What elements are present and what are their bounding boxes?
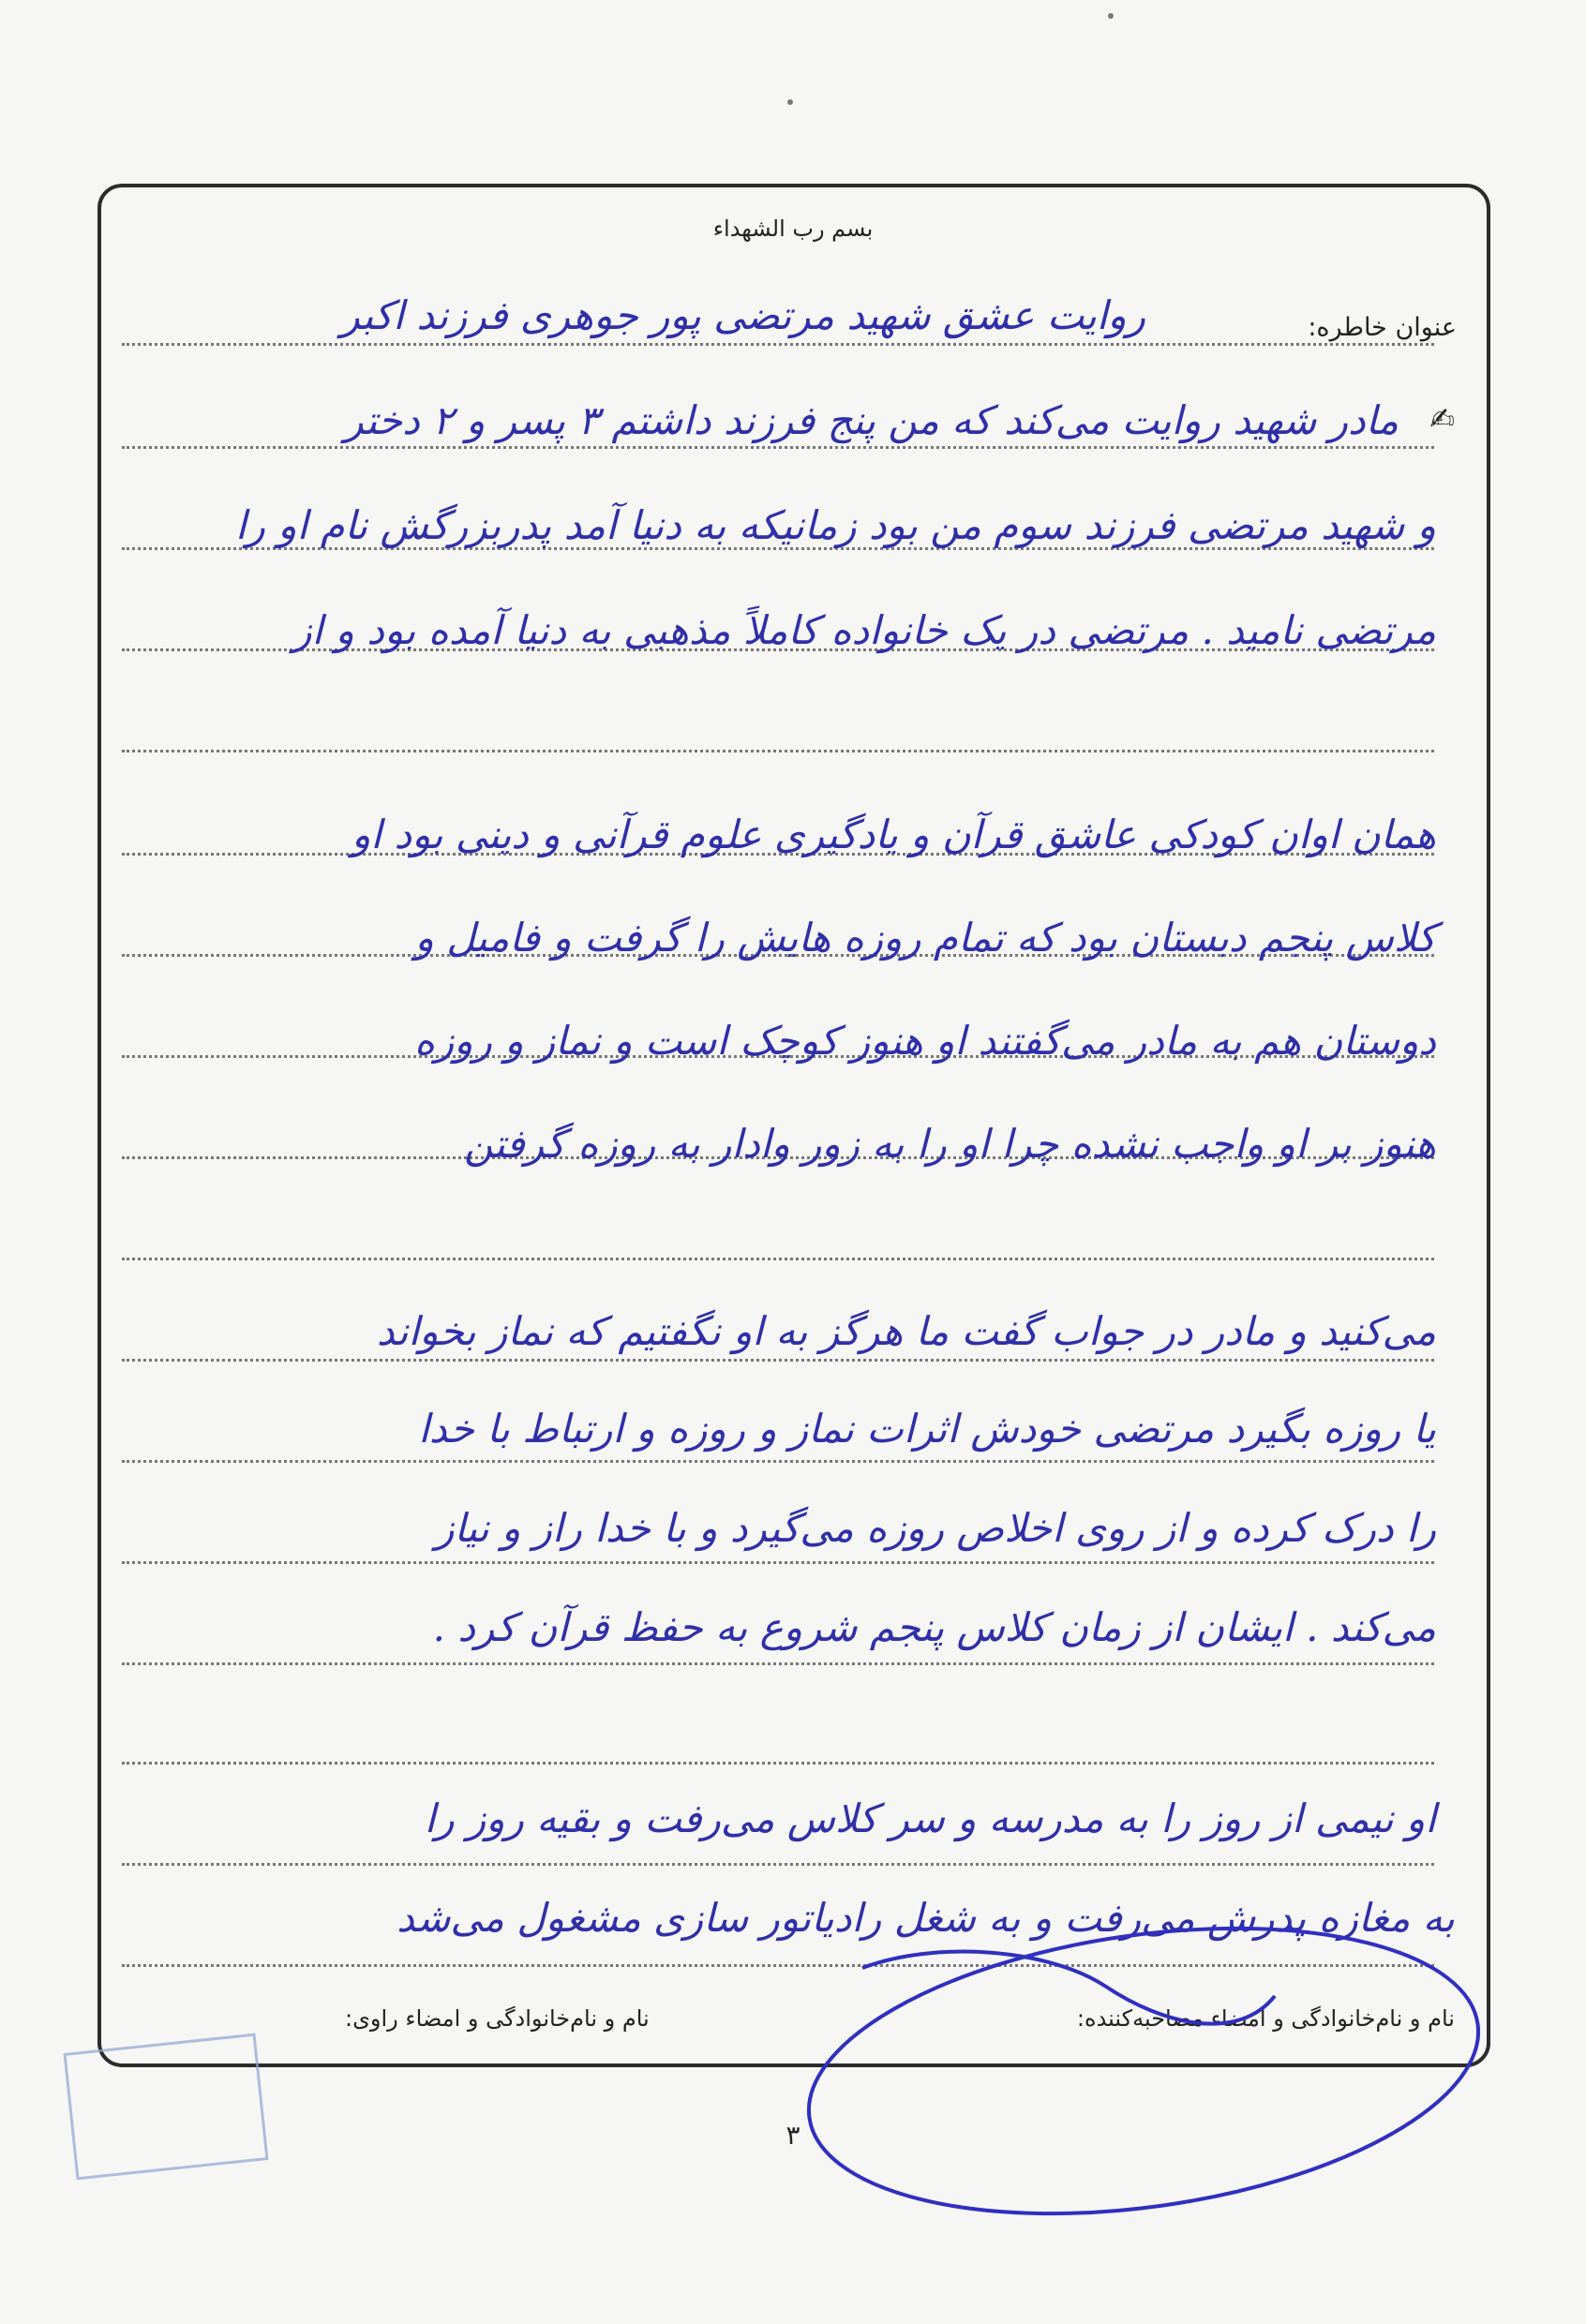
memoir-title: روایت عشق شهید مرتضی پور جوهری فرزند اکبر bbox=[340, 292, 1145, 338]
ruled-line bbox=[122, 1359, 1434, 1362]
memoir-line: همان اوان کودکی عاشق قرآن و یادگیری علوم قرآنی و دینی بود او bbox=[352, 812, 1436, 857]
punch-hole bbox=[1108, 13, 1114, 19]
punch-hole bbox=[787, 99, 793, 105]
memoir-line: مرتضی نامید . مرتضی در یک خانواده کاملاً مذهبی به دنیا آمده بود و از bbox=[292, 607, 1436, 653]
ruled-line bbox=[122, 750, 1434, 752]
narrator-signature-label: نام و نام‌خانوادگی و امضاء راوی: bbox=[345, 2005, 650, 2032]
pencil-icon: ✍ bbox=[1429, 401, 1455, 437]
page-number: ۳ bbox=[786, 2120, 800, 2151]
signature-scribble bbox=[750, 1912, 1519, 2230]
memoir-title-label: عنوان خاطره: bbox=[1308, 313, 1457, 342]
memoir-line: می‌کنید و مادر در جواب گفت ما هرگز به او نگفتیم که نماز بخواند bbox=[376, 1308, 1436, 1354]
memoir-line: یا روزه بگیرد مرتضی خودش اثرات نماز و روزه و ارتباط با خدا bbox=[418, 1406, 1436, 1452]
memoir-line: می‌کند . ایشان از زمان کلاس پنجم شروع به حفظ قرآن کرد . bbox=[432, 1604, 1436, 1650]
memoir-line: را درک کرده و از روی اخلاص روزه می‌گیرد و با خدا راز و نیاز bbox=[435, 1505, 1436, 1551]
stamp-mark bbox=[63, 2034, 268, 2181]
memoir-line: مادر شهید روایت می‌کند که من پنج فرزند داشتم ۳ پسر و ۲ دختر bbox=[344, 397, 1399, 443]
ruled-line bbox=[122, 1762, 1434, 1765]
page-header: بسم رب الشهداء bbox=[712, 216, 874, 242]
ruled-line bbox=[122, 1258, 1434, 1260]
ruled-line bbox=[122, 446, 1434, 449]
ruled-line bbox=[122, 1460, 1434, 1463]
interviewer-signature-label: نام و نام‌خانوادگی و امضاء مصاحبه‌کننده: bbox=[1076, 2005, 1455, 2032]
ruled-line bbox=[122, 1561, 1434, 1564]
memoir-line: و شهید مرتضی فرزند سوم من بود زمانیکه به دنیا آمد پدربزرگش نام او را bbox=[235, 502, 1436, 548]
memoir-line: هنوز بر او واجب نشده چرا او را به زور وادار به روزه گرفتن bbox=[464, 1121, 1436, 1167]
memoir-line: به مغازه پدرش می‌رفت و به شغل رادیاتور سازی مشغول می‌شد bbox=[396, 1895, 1455, 1941]
memoir-line: کلاس پنجم دبستان بود که تمام روزه هایش را گرفت و فامیل و bbox=[414, 915, 1436, 961]
memoir-line: او نیمی از روز را به مدرسه و سر کلاس می‌رفت و بقیه روز را bbox=[424, 1795, 1436, 1841]
ruled-line bbox=[122, 1863, 1434, 1866]
ruled-line bbox=[122, 343, 1434, 346]
memoir-line: دوستان هم به مادر می‌گفتند او هنوز کوچک است و نماز و روزه bbox=[414, 1018, 1436, 1064]
ruled-line bbox=[122, 1662, 1434, 1665]
